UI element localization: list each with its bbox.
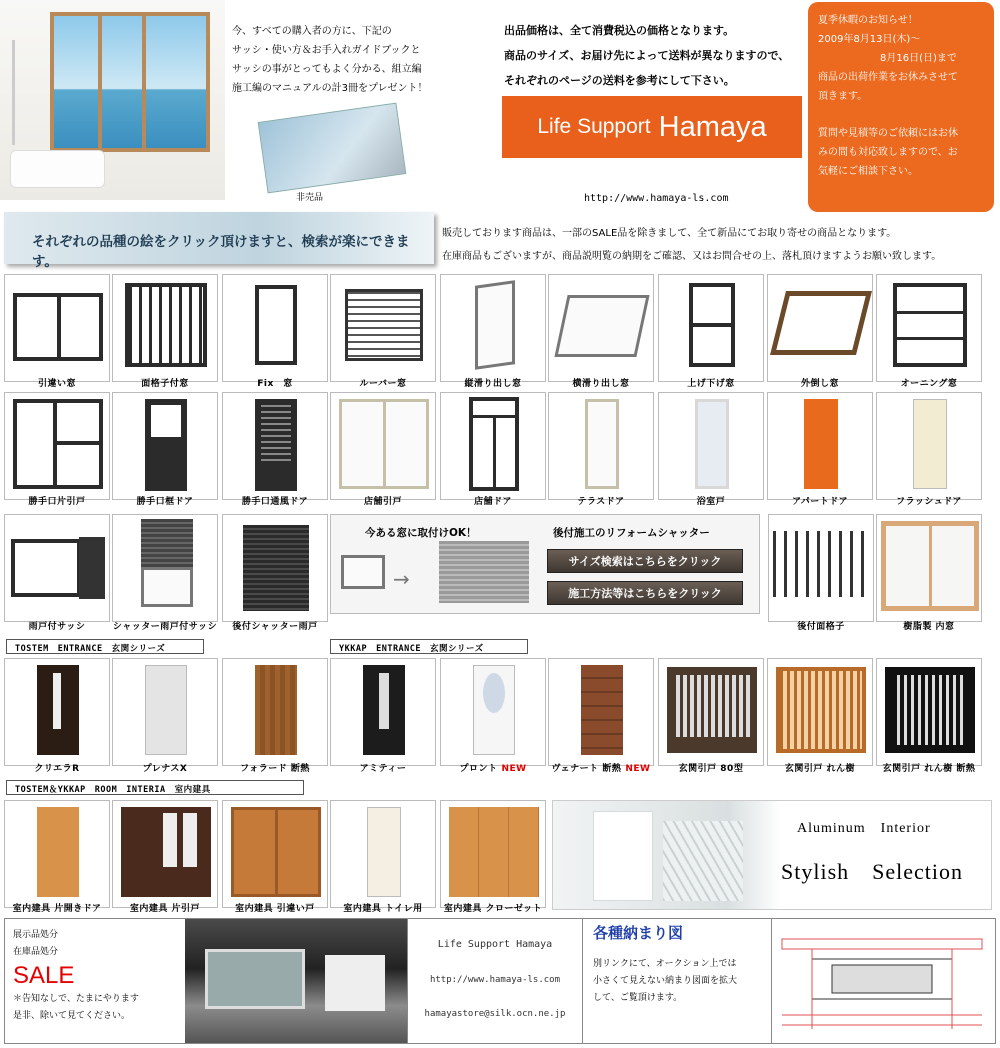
logo-prefix: Life Support: [537, 115, 651, 138]
product-entrance-slide-renju[interactable]: [767, 658, 873, 766]
product-entrance-slide-renju-insulated[interactable]: [876, 658, 982, 766]
product-label-text: クリエラR: [34, 764, 80, 774]
sale-line: 是非、除いて見てください。: [13, 1011, 131, 1021]
shop-contact: [407, 919, 583, 1043]
product-label: [656, 376, 766, 389]
product-retrofit-grille[interactable]: [768, 514, 874, 622]
product-label: [110, 376, 220, 389]
product-label: [656, 761, 766, 774]
product-label: [546, 376, 656, 389]
product-label-text: 玄関引戸 れん樹 断熱: [882, 764, 976, 774]
promo-headline: 今ある窓に取付けOK！: [365, 527, 477, 539]
promo-line: サッシ・使い方＆お手入れガイドブックと: [232, 45, 421, 56]
product-label-text: 室内建具 クローゼット: [443, 904, 543, 914]
promo-line-2: Stylish Selection: [781, 859, 964, 884]
product-label: [765, 494, 875, 507]
ykkap-entrance-label: YKKAP ENTRANCE 玄関シリーズ: [330, 639, 528, 654]
notice-body: 質問や見積等のご依頼にはお休: [818, 128, 958, 139]
product-label-text: 室内建具 トイレ用: [343, 904, 423, 914]
shop-email[interactable]: hamayastore@silk.ocn.ne.jp: [424, 1009, 566, 1019]
product-label-text: 室内建具 片開きドア: [12, 904, 102, 914]
reform-shutter-promo: [330, 514, 760, 614]
product-fix-window[interactable]: [222, 274, 328, 382]
notice-date-from: 2009年8月13日(木)～: [818, 34, 921, 45]
product-interior-closet[interactable]: [440, 800, 546, 908]
product-label: [110, 901, 220, 914]
product-label-text: 店舗引戸: [363, 497, 402, 507]
price-line: 商品のサイズ、お届け先によって送料が異なりますので、: [504, 49, 790, 62]
product-label: [765, 761, 875, 774]
product-tilt-in-window[interactable]: [767, 274, 873, 382]
arrow-right-icon: →: [393, 567, 410, 591]
product-back-vent-door[interactable]: [222, 392, 328, 500]
sale-line: 展示品処分: [13, 930, 59, 940]
product-label-text: 勝手口框ドア: [136, 497, 194, 507]
product-grilled-window[interactable]: [112, 274, 218, 382]
product-label: 後付面格子: [797, 622, 845, 632]
product-label-text: 室内建具 片引戸: [129, 904, 201, 914]
notice-body: みの間も対応致しますので、お: [818, 147, 958, 158]
product-label: [765, 376, 875, 389]
product-label-text: 勝手口片引戸: [28, 497, 86, 507]
product-label: [220, 901, 330, 914]
store-url[interactable]: http://www.hamaya-ls.com: [584, 193, 729, 204]
drawings-line: 別リンクにて、オークション上では: [593, 959, 737, 969]
product-label: [438, 376, 548, 389]
drawings-line: 小さくて見えない納まり図面を拡大: [593, 976, 738, 986]
price-line: 出品価格は、全て消費税込の価格となります。: [504, 24, 735, 37]
product-amity[interactable]: [330, 658, 436, 766]
product-resin-inner-window[interactable]: [876, 514, 982, 622]
product-label: [874, 761, 984, 774]
sale-line: 在庫品処分: [13, 947, 59, 957]
product-double-hung-window[interactable]: [658, 274, 764, 382]
product-label-text: 引違い窓: [37, 379, 76, 389]
sale-title: SALE: [13, 962, 75, 989]
shop-name: Life Support Hamaya: [437, 939, 553, 950]
product-label: [110, 761, 220, 774]
product-terrace-door[interactable]: [548, 392, 654, 500]
product-label: [438, 761, 548, 774]
product-back-frame-door[interactable]: [112, 392, 218, 500]
size-search-button[interactable]: サイズ検索はこちらをクリック: [547, 549, 743, 573]
product-label: [2, 761, 112, 774]
product-label-text: ヴェナート 断熱: [551, 764, 622, 774]
product-bathroom-door[interactable]: [658, 392, 764, 500]
product-label: [328, 376, 438, 389]
notice-body: 頂きます。: [818, 91, 868, 102]
product-store-door[interactable]: [440, 392, 546, 500]
product-shutter-sash[interactable]: [112, 514, 218, 622]
product-label: [438, 901, 548, 914]
product-label-text: 勝手口通風ドア: [241, 497, 309, 507]
product-retrofit-shutter[interactable]: [222, 514, 328, 622]
product-sliding-window[interactable]: [4, 274, 110, 382]
product-interior-toilet-door[interactable]: [330, 800, 436, 908]
drawings-title: 各種納まり図: [593, 924, 684, 942]
logo-name: Hamaya: [658, 110, 767, 143]
product-label-text: 店舗ドア: [474, 497, 512, 507]
product-label: [874, 376, 984, 389]
new-badge: NEW: [501, 764, 527, 774]
product-label: 後付シャッター雨戸: [232, 622, 318, 632]
info-line: 販売しております商品は、一部のSALE品を除きまして、全て新品にてお取り寄せの商品となります。: [442, 228, 897, 239]
product-label: [328, 761, 438, 774]
product-interior-swing-door[interactable]: [4, 800, 110, 908]
installation-drawings-section[interactable]: [585, 919, 767, 1043]
notice-title: 夏季休暇のお知らせ！: [818, 15, 918, 26]
promo-line-1: Aluminum Interior: [797, 821, 931, 836]
product-label: [874, 494, 984, 507]
product-label: シャッター雨戸付サッシ: [112, 622, 218, 632]
aluminum-interior-promo[interactable]: [552, 800, 992, 910]
product-label-text: Fix 窓: [257, 379, 293, 389]
product-label-text: アパートドア: [791, 497, 848, 507]
new-badge: NEW: [625, 764, 651, 774]
info-line: 在庫商品もございますが、商品説明覧の納期をご確認、又はお問合せの上、落札頂けますようお願い致します。: [442, 251, 942, 262]
product-label-text: テラスドア: [577, 497, 625, 507]
product-entrance-slide-80[interactable]: [658, 658, 764, 766]
sale-line: ＊告知なしで、たまにやります: [13, 994, 139, 1004]
product-label-text: アミティー: [359, 764, 407, 774]
product-label: 樹脂製 内窓: [903, 622, 955, 632]
product-label-text: フラッシュドア: [896, 497, 962, 507]
promo-title: 後付施工のリフォームシャッター: [553, 527, 710, 539]
product-label: [546, 761, 656, 774]
product-label-text: 横滑り出し窓: [572, 379, 630, 389]
notice-body: 気軽にご相談下さい。: [818, 166, 918, 177]
product-label-text: オーニング窓: [900, 379, 958, 389]
shop-url[interactable]: http://www.hamaya-ls.com: [429, 975, 561, 985]
product-label-text: 面格子付窓: [141, 379, 189, 389]
interior-doors-label: TOSTEM＆YKKAP ROOM INTERIA 室内建具: [6, 780, 304, 795]
product-label-text: ルーバー窓: [359, 379, 407, 389]
price-line: それぞれのページの送料を参考にして下さい。: [504, 74, 735, 87]
product-label-text: フォラード 断熱: [240, 764, 310, 774]
product-label: [328, 494, 438, 507]
product-info-text: [442, 222, 998, 268]
product-interior-sliding-door[interactable]: [112, 800, 218, 908]
product-prenas-x[interactable]: [112, 658, 218, 766]
installation-drawing-image[interactable]: [771, 919, 995, 1043]
product-amado-sash[interactable]: [4, 514, 110, 622]
product-apartment-door[interactable]: [767, 392, 873, 500]
header-room-image: [0, 0, 225, 200]
product-label: [220, 376, 330, 389]
tostem-entrance-label: TOSTEM ENTRANCE 玄関シリーズ: [6, 639, 204, 654]
product-label-text: 浴室戸: [696, 497, 726, 507]
not-for-sale-caption: 非売品: [296, 193, 324, 203]
product-label-text: プレナスX: [142, 764, 188, 774]
promo-line: サッシの事がとってもよく分かる、組立編: [232, 64, 422, 75]
store-logo[interactable]: [502, 96, 802, 158]
product-label-text: プロント: [459, 764, 498, 774]
price-notice: [504, 18, 804, 93]
product-label: [110, 494, 220, 507]
notice-body: 商品の出荷作業をお休みさせて: [818, 72, 958, 83]
product-label-text: 室内建具 引違い戸: [235, 904, 315, 914]
search-hint-banner: それぞれの品種の絵をクリック頂けますと、検索が楽にできます。: [4, 212, 434, 264]
product-label-text: 玄関引戸 れん樹: [784, 764, 856, 774]
product-label: [546, 494, 656, 507]
product-label: [656, 494, 766, 507]
sale-section[interactable]: [5, 919, 181, 1043]
product-label-text: 玄関引戸 80型: [678, 764, 744, 774]
drawings-line: して、ご覧頂けます。: [593, 993, 683, 1003]
product-label-text: 縦滑り出し窓: [464, 379, 522, 389]
present-promo-text: [232, 22, 467, 98]
product-label-text: 外倒し窓: [800, 379, 839, 389]
promo-line: 今、すべての購入者の方に、下記の: [232, 26, 392, 37]
summer-holiday-notice: [808, 2, 994, 212]
notice-date-to: 8月16日(日)まで: [880, 53, 957, 64]
product-label: [220, 761, 330, 774]
product-forard[interactable]: [222, 658, 328, 766]
product-back-sliding-door[interactable]: [4, 392, 110, 500]
product-flush-door[interactable]: [876, 392, 982, 500]
product-store-sliding-door[interactable]: [330, 392, 436, 500]
promo-line: 施工編のマニュアルの計3冊をプレゼント！: [232, 83, 428, 94]
product-cliera-r[interactable]: [4, 658, 110, 766]
footer: [4, 918, 996, 1044]
product-venato[interactable]: [548, 658, 654, 766]
product-label: [220, 494, 330, 507]
product-horizontal-slide-window[interactable]: [548, 274, 654, 382]
showroom-photo[interactable]: [185, 919, 407, 1043]
product-awning-window[interactable]: [876, 274, 982, 382]
guidebook-image: [258, 103, 407, 194]
product-interior-double-sliding[interactable]: [222, 800, 328, 908]
install-method-button[interactable]: 施工方法等はこちらをクリック: [547, 581, 743, 605]
product-vertical-slide-window[interactable]: [440, 274, 546, 382]
product-louver-window[interactable]: [330, 274, 436, 382]
product-label: [328, 901, 438, 914]
product-label: 雨戸付サッシ: [28, 622, 86, 632]
product-pronto[interactable]: [440, 658, 546, 766]
product-label: [2, 901, 112, 914]
product-label: [2, 494, 112, 507]
product-label-text: 上げ下げ窓: [687, 379, 735, 389]
product-label: [438, 494, 548, 507]
product-label: [2, 376, 112, 389]
